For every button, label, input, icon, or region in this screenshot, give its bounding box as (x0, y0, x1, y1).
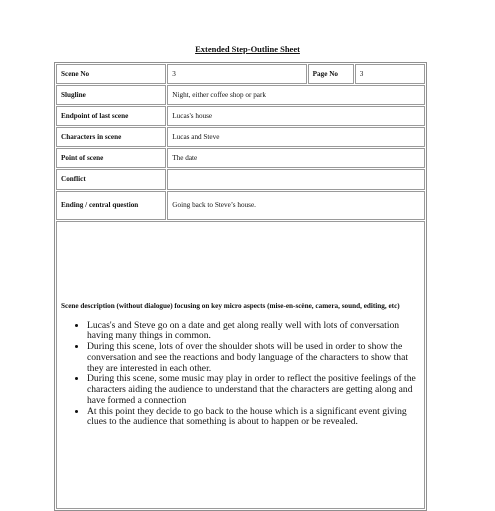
description-list (61, 321, 420, 428)
list-item: • During this scene, some music may play in order to reflect the positive feelings of the characters aiding the audience to understand that the characters are getting along and have formed a connection (87, 374, 420, 406)
page-no-value: 3 (355, 64, 425, 84)
description-heading: Scene description (without dialogue) focusing on key micro aspects (mise-en-scène, camera, sound, editing, etc) (61, 302, 400, 310)
page-no-label: Page No (308, 64, 354, 84)
scene-no-row (56, 64, 425, 84)
characters-label: Characters in scene (56, 127, 166, 147)
description-row (56, 221, 425, 509)
point-value: The date (167, 148, 425, 168)
slugline-row (56, 85, 425, 105)
endpoint-value: Lucas's house (167, 106, 425, 126)
point-label: Point of scene (56, 148, 166, 168)
page-title: Extended Step-Outline Sheet (195, 44, 300, 54)
endpoint-label: Endpoint of last scene (56, 106, 166, 126)
conflict-value (167, 169, 425, 190)
endpoint-row (56, 106, 425, 126)
conflict-row (56, 169, 425, 190)
slugline-value: Night, either coffee shop or park (167, 85, 425, 105)
step-outline-table (54, 62, 427, 511)
description-cell (56, 221, 425, 509)
conflict-label: Conflict (56, 169, 166, 190)
scene-no-label: Scene No (56, 64, 166, 84)
ending-label: Ending / central question (56, 191, 166, 220)
slugline-label: Slugline (56, 85, 166, 105)
point-row (56, 148, 425, 168)
scene-no-value: 3 (167, 64, 306, 84)
list-item: • At this point they decide to go back to the house which is a significant event giving clues to the audience that something is about to happen or be revealed. (87, 407, 420, 428)
characters-row (56, 127, 425, 147)
list-item: • Lucas's and Steve go on a date and get along really well with lots of conversation having many things in common. (87, 321, 420, 342)
list-item: • During this scene, lots of over the shoulder shots will be used in order to show the conversation and see the reactions and body language of the characters to show that they are interested in each other. (87, 342, 420, 374)
ending-row (56, 191, 425, 220)
ending-value: Going back to Steve’s house. (167, 191, 425, 220)
characters-value: Lucas and Steve (167, 127, 425, 147)
